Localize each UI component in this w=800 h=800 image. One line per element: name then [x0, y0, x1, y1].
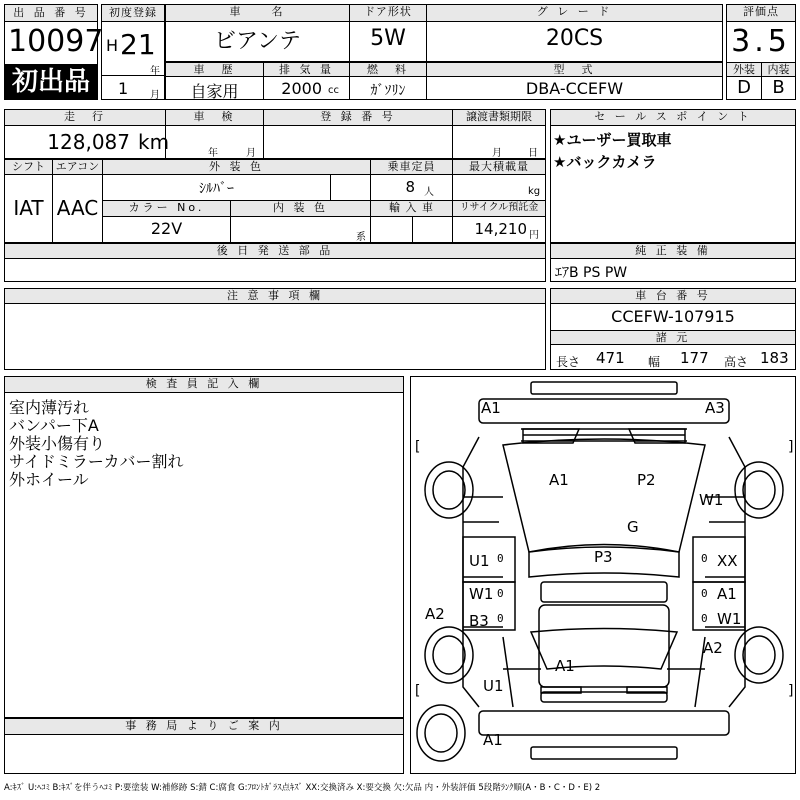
recycle-label: リサイクル預託金 [453, 201, 545, 216]
mark-left-quarter: U1 [483, 677, 504, 695]
chassis-label: 車 台 番 号 [551, 289, 795, 303]
load-label: 最大積載量 [453, 160, 545, 174]
later-parts-label: 後 日 発 送 部 品 [5, 244, 545, 258]
model: DBA-CCEFW [525, 79, 624, 98]
sales-point: ★バックカメラ [553, 153, 657, 171]
interior-label: 内装 [762, 63, 795, 76]
first-reg-year: 21 [120, 28, 156, 61]
mark-right-rear-fender: A2 [703, 639, 723, 657]
car-diagram [410, 376, 796, 774]
height-label: 高さ [724, 355, 749, 369]
transfer-day: 日 [528, 148, 538, 159]
ac: AAC [56, 196, 99, 220]
mark-hood-right: P2 [637, 471, 656, 489]
width-label: 幅 [648, 355, 661, 369]
history-label: 車 歴 [166, 63, 263, 76]
car-name: ビアンテ [213, 29, 302, 54]
shift: IAT [13, 196, 44, 220]
lot-number: 10097 [8, 24, 104, 59]
mark-hood-left: A1 [549, 471, 569, 489]
mark-right-fender: W1 [699, 491, 724, 509]
load-unit: kg [528, 186, 541, 197]
transfer-label: 譲渡書類期限 [453, 110, 545, 125]
mark-left-rear-door-b: B3 [469, 612, 489, 630]
int-color-unit: 系 [356, 232, 366, 243]
first-reg-month: 1 [118, 79, 129, 98]
svg-text:0: 0 [701, 612, 708, 625]
chassis-number: CCEFW-107915 [611, 307, 735, 326]
svg-text:0: 0 [701, 552, 708, 565]
inspector-note: サイドミラーカバー割れ [9, 452, 184, 471]
sales-point: ★ユーザー買取車 [553, 131, 672, 149]
fuel: ｶﾞｿﾘﾝ [370, 83, 406, 99]
inspector-note: 外ホイール [9, 470, 89, 489]
shift-label: シフト [5, 160, 52, 174]
exterior-grade: D [737, 77, 751, 98]
door-label: ドア形状 [350, 5, 426, 21]
mark-front-left: A1 [481, 399, 501, 417]
mileage: 128,087 [47, 130, 130, 154]
reg-no-label: 登 録 番 号 [264, 110, 452, 125]
ext-color: ｼﾙﾊﾞｰ [199, 181, 234, 197]
length: 471 [596, 349, 625, 367]
rear-hatch [503, 637, 705, 707]
inspector-note: バンパー下A [9, 416, 99, 435]
mileage-label: 走 行 [5, 110, 165, 125]
car-name-label: 車 名 [166, 5, 349, 21]
import-label: 輸 入 車 [371, 201, 452, 216]
mark-left-front-door: U1 [469, 552, 490, 570]
mileage-unit: km [138, 130, 170, 154]
mark-right-rear-door-a: A1 [717, 585, 737, 603]
transfer-month: 月 [492, 148, 502, 159]
inspector-note: 室内薄汚れ [9, 398, 90, 417]
svg-text:0: 0 [497, 587, 504, 600]
era: H [106, 36, 119, 55]
color-no-label: カラー No. [103, 201, 230, 216]
ac-label: エアコン [53, 160, 102, 174]
displacement-unit: cc [328, 85, 339, 96]
fuel-label: 燃 料 [350, 63, 426, 76]
svg-text:0: 0 [497, 552, 504, 565]
equipment: ｴｱB PS PW [555, 265, 628, 281]
mark-rear-glass: A1 [555, 657, 575, 675]
displacement-label: 排 気 量 [264, 63, 349, 76]
year-unit: 年 [150, 66, 160, 77]
model-label: 型 式 [427, 63, 722, 76]
rear-bumper-lower [479, 711, 729, 735]
dims-label: 諸 元 [551, 331, 795, 344]
hood [503, 439, 705, 552]
bracket-right-rear: ] [787, 683, 796, 699]
capacity-label: 乗車定員 [371, 160, 452, 174]
rear-step [531, 747, 677, 759]
mark-left-rear-door-w: W1 [469, 585, 494, 603]
int-color-label: 内 装 色 [231, 201, 370, 216]
grade-label: グ レ ー ド [427, 5, 722, 21]
mark-roof: G [627, 518, 639, 536]
displacement: 2000 [281, 79, 322, 98]
office-label: 事 務 局 よ り ご 案 内 [5, 719, 403, 734]
mark-right-front-door: XX [717, 552, 738, 570]
mark-rear-bumper: A1 [483, 731, 503, 749]
capacity-unit: 人 [424, 187, 434, 198]
score: 3.5 [731, 24, 791, 59]
ext-color-label: 外 装 色 [103, 160, 370, 174]
exterior-label: 外装 [727, 63, 761, 76]
car-diagram-svg [411, 377, 797, 775]
notes-label: 注 意 事 項 欄 [5, 289, 545, 303]
length-label: 長さ [556, 355, 581, 369]
mark-roof-center: P3 [594, 548, 613, 566]
history: 自家用 [190, 82, 239, 101]
svg-text:0: 0 [701, 587, 708, 600]
width: 177 [680, 349, 709, 367]
recycle: 14,210 [474, 220, 527, 238]
roof [541, 582, 667, 602]
mark-left-rear-fender: A2 [425, 605, 445, 623]
inspector-label: 検 査 員 記 入 欄 [5, 377, 403, 392]
inspector-note: 外装小傷有り [9, 434, 106, 453]
svg-text:0: 0 [497, 612, 504, 625]
front-bumper [479, 399, 729, 423]
mark-right-rear-door-w: W1 [717, 610, 742, 628]
inspection-label: 車 検 [166, 110, 263, 125]
bracket-left-front: [ [413, 439, 422, 455]
inspection-month-unit: 月 [246, 148, 256, 159]
recycle-unit: 円 [529, 230, 539, 241]
interior-grade: B [772, 77, 785, 98]
grade: 20CS [545, 26, 604, 51]
legend: A:ｷｽﾞ U:ﾍｺﾐ B:ｷｽﾞを伴うﾍｺﾐ P:要塗装 W:補修跡 S:錆 C:腐食 G:ﾌﾛﾝﾄｶﾞﾗｽ点ｷｽﾞ XX:交換済み X:要交換 欠:欠品 内・外装評価 5段階ﾗﾝｸ順(A・B・C・D・E) 2 [4, 783, 601, 793]
inspection-year-unit: 年 [208, 148, 218, 159]
rear-glass [531, 629, 677, 670]
equipment-label: 純 正 装 備 [551, 244, 795, 258]
lot-label: 出 品 番 号 [4, 4, 98, 22]
month-unit: 月 [150, 90, 160, 101]
score-label: 評価点 [727, 5, 795, 21]
height: 183 [760, 349, 789, 367]
front-bumper-top [531, 382, 677, 394]
color-no: 22V [150, 219, 183, 238]
first-listing-text: 初出品 [11, 67, 90, 97]
sales-label: セ ー ル ス ポ イ ン ト [551, 110, 795, 125]
mark-front-right: A3 [705, 399, 725, 417]
first-reg-label: 初度登録 [101, 4, 165, 22]
bracket-right-front: ] [787, 439, 796, 455]
capacity: 8 [405, 178, 415, 196]
door-type: 5W [370, 26, 406, 51]
bracket-left-rear: [ [413, 683, 422, 699]
